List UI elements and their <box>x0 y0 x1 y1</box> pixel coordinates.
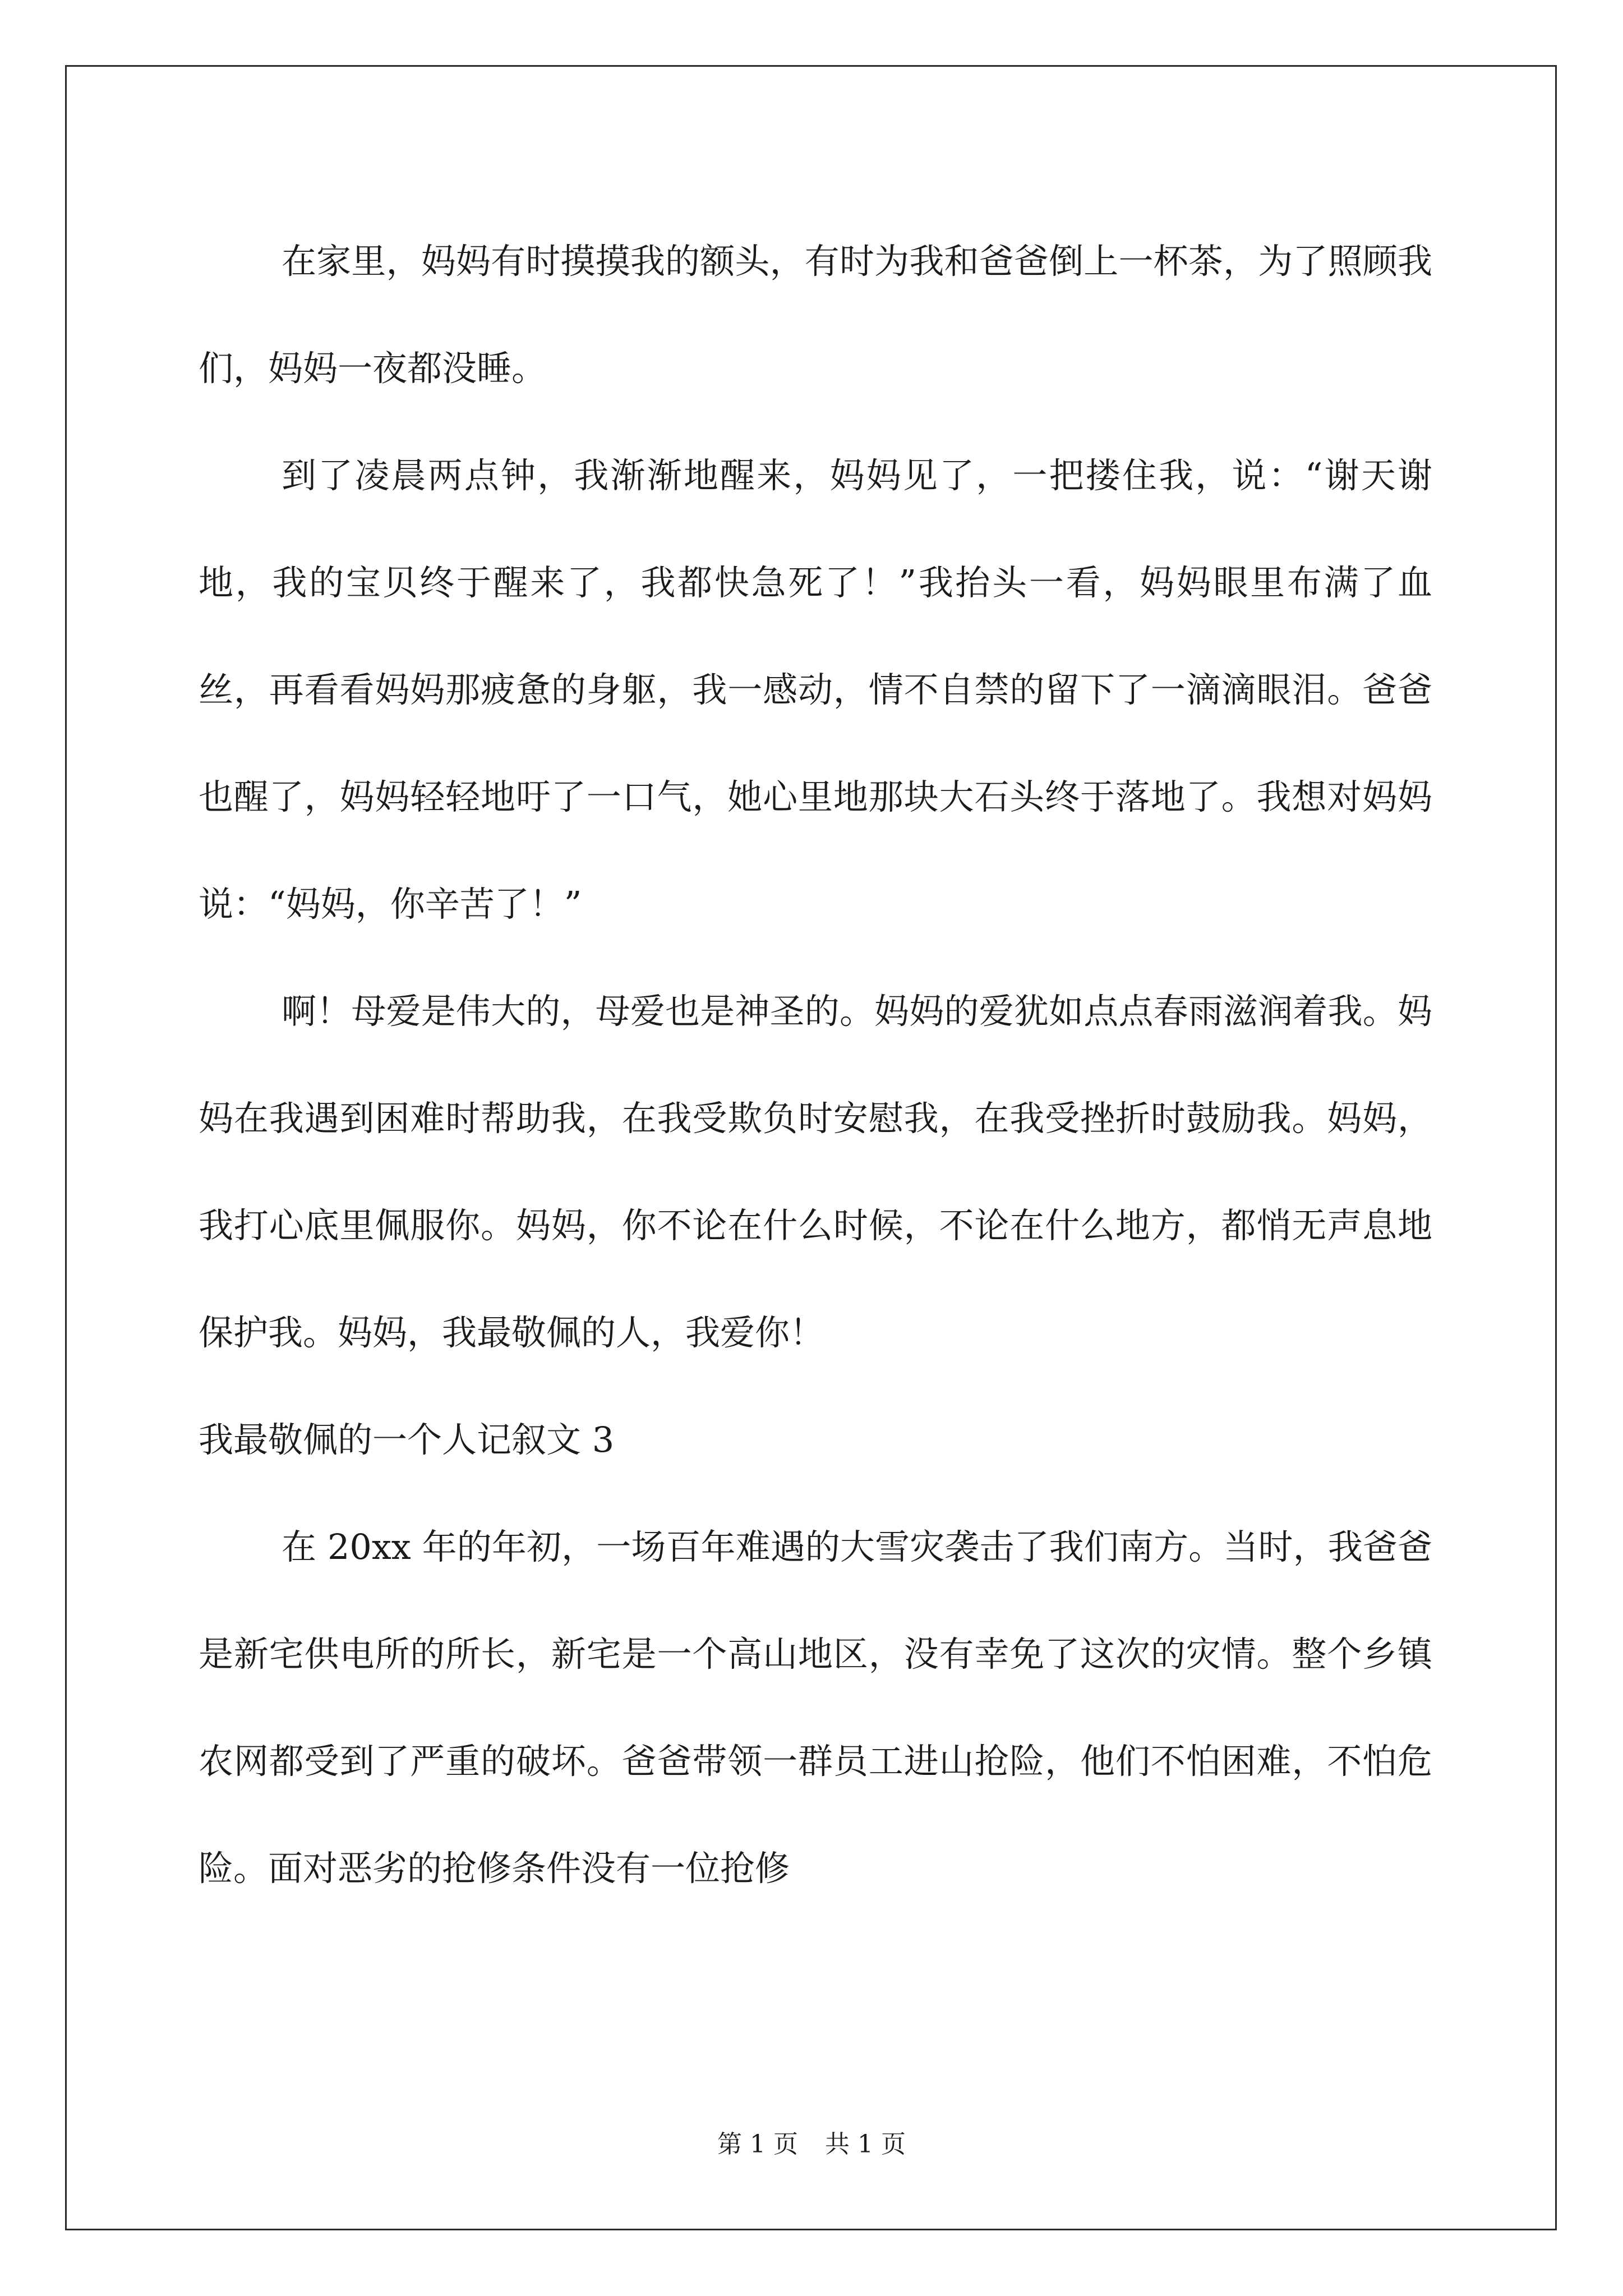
page-number-total: 共 1 页 <box>825 2130 906 2159</box>
page-number-current: 第 1 页 <box>717 2130 798 2159</box>
paragraph-2: 到了凌晨两点钟，我渐渐地醒来，妈妈见了，一把搂住我，说：“谢天谢地，我的宝贝终于醒来了，我都快急死了！”我抬头一看，妈妈眼里布满了血丝，再看看妈妈那疲惫的身躯，我一感动，情不自禁的留下了一滴滴眼泪。爸爸也醒了，妈妈轻轻地吁了一口气，她心里地那块大石头终于落地了。我想对妈妈说：“妈妈，你辛苦了！” <box>199 455 1432 924</box>
paragraph-4: 在 20xx 年的年初，一场百年难遇的大雪灾袭击了我们南方。当时，我爸爸是新宅供电所的所长，新宅是一个高山地区，没有幸免了这次的灾情。整个乡镇农网都受到了严重的破坏。爸爸带领一群员工进山抢险，他们不怕困难，不怕危险。面对恶劣的抢修条件没有一位抢修 <box>199 1526 1432 1889</box>
paragraph-3: 啊！母爱是伟大的，母爱也是神圣的。妈妈的爱犹如点点春雨滋润着我。妈妈在我遇到困难时帮助我，在我受欺负时安慰我，在我受挫折时鼓励我。妈妈，我打心底里佩服你。妈妈，你不论在什么时候，不论在什么地方，都悄无声息地保护我。妈妈，我最敬佩的人，我爱你！ <box>199 991 1432 1353</box>
section-heading: 我最敬佩的一个人记叙文 3 <box>199 1419 615 1460</box>
document-body <box>199 208 1432 1922</box>
paragraph-1: 在家里，妈妈有时摸摸我的额头，有时为我和爸爸倒上一杯茶，为了照顾我们，妈妈一夜都没睡。 <box>199 241 1432 389</box>
page-footer <box>0 2128 1623 2161</box>
